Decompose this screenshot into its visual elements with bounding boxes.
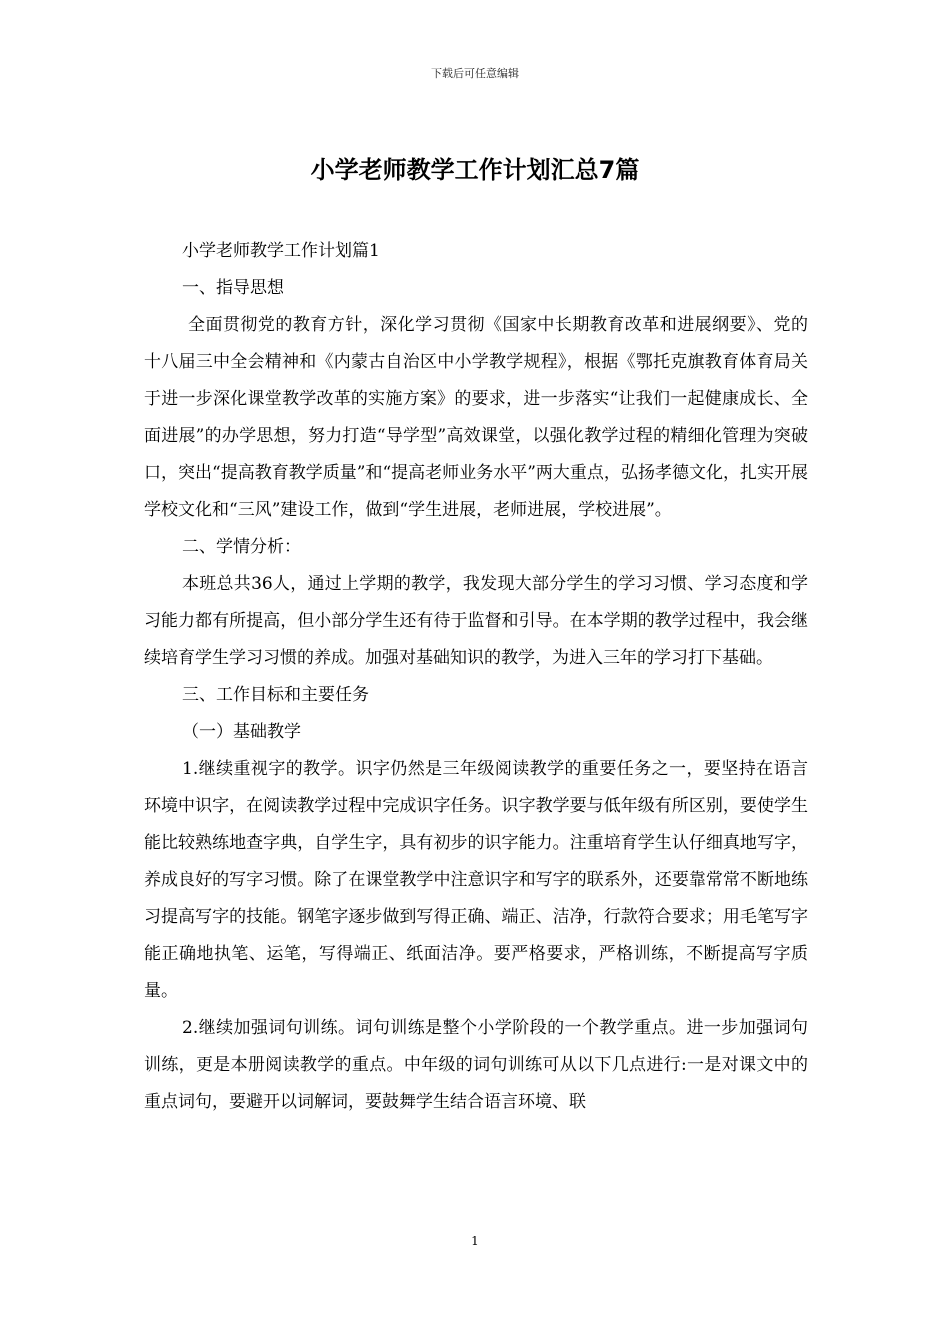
paragraph-word-sentence-training: 2.继续加强词句训练。词句训练是整个小学阶段的一个教学重点。进一步加强词句训练，更是本册阅读教学的重点。中年级的词句训练可从以下几点进行:一是对课文中的重点词句，要避开以词解词，要鼓舞学生结合语言环境、联	[144, 1018, 808, 1112]
heading-student-analysis: 二、学情分析：	[182, 537, 301, 557]
heading-guiding-ideology: 一、指导思想	[182, 278, 284, 298]
paragraph-student-analysis: 本班总共36人，通过上学期的教学，我发现大部分学生的学习习惯、学习态度和学习能力都有所提高，但小部分学生还有待于监督和引导。在本学期的教学过程中，我会继续培育学生学习习惯的养成。加强对基础知识的教学，为进入三年的学习打下基础。	[144, 574, 808, 668]
document-title: 小学老师教学工作计划汇总7篇	[310, 156, 640, 184]
page-number: 1	[471, 1234, 479, 1248]
document-body	[144, 233, 808, 1121]
heading-goals-tasks: 三、工作目标和主要任务	[182, 685, 369, 705]
header-note: 下载后可任意编辑	[431, 67, 519, 80]
paragraph-character-teaching: 1.继续重视字的教学。识字仍然是三年级阅读教学的重要任务之一，要坚持在语言环境中识字，在阅读教学过程中完成识字任务。识字教学要与低年级有所区别，要使学生能比较熟练地查字典，自学生字，具有初步的识字能力。注重培育学生认仔细真地写字，养成良好的写字习惯。除了在课堂教学中注意识字和写字的联系外，还要靠常常不断地练习提高写字的技能。钢笔字逐步做到写得正确、端正、洁净，行款符合要求；用毛笔写字能正确地执笔、运笔，写得端正、纸面洁净。要严格要求，严格训练，不断提高写字质量。	[144, 759, 808, 1001]
paragraph-guiding-ideology: 全面贯彻党的教育方针，深化学习贯彻《国家中长期教育改革和进展纲要》、党的十八届三中全会精神和《内蒙古自治区中小学教学规程》，根据《鄂托克旗教育体育局关于进一步深化课堂教学改革的实施方案》的要求，进一步落实“让我们一起健康成长、全面进展”的办学思想，努力打造“导学型”高效课堂，以强化教学过程的精细化管理为突破口，突出“提高教育教学质量”和“提高老师业务水平”两大重点，弘扬孝德文化，扎实开展学校文化和“三风”建设工作，做到“学生进展，老师进展，学校进展”。	[144, 315, 808, 520]
subheading-basic-teaching: （一）基础教学	[182, 722, 301, 742]
section-title: 小学老师教学工作计划篇1	[182, 241, 380, 261]
